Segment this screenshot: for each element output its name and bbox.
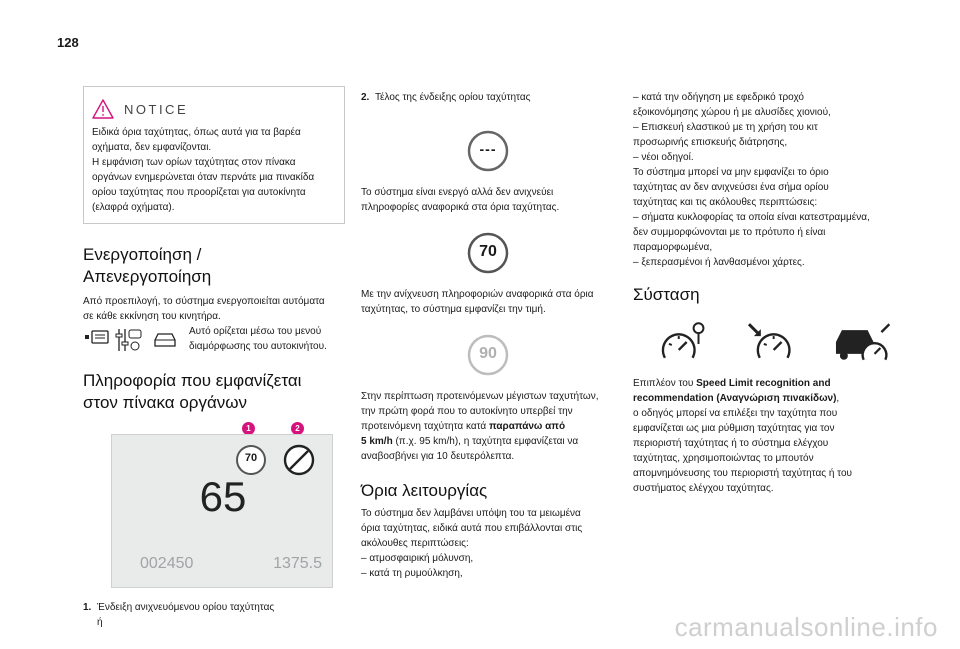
current-speed: 65 (199, 473, 247, 520)
notice-line: ορίου ταχύτητας που προορίζεται για αυτοκίνητα (92, 187, 306, 198)
recommendation-icons (659, 320, 893, 364)
recommend-line: recommendation (Αναγνώριση πινακίδων), (633, 393, 840, 404)
section-title-recommendation: Σύσταση (633, 285, 700, 304)
sign-inactive (466, 129, 510, 173)
warning-triangle-icon (92, 99, 114, 119)
speedometer-arrow-icon (746, 320, 797, 364)
section-title-display: στον πίνακα οργάνων (83, 393, 248, 412)
limits-continued-line: ταχύτητας και τις ακόλουθες περιπτώσεις: (633, 197, 818, 208)
limits-continued-line: παραμορφωμένα, (633, 242, 713, 253)
para-proposed: Στην περίπτωση προτεινόμενων μέγιστων ταχυτήτων, (361, 391, 599, 402)
sign-detected (466, 231, 510, 275)
para-proposed: 5 km/h (π.χ. 95 km/h), η ταχύτητα εμφανίζεται να (361, 436, 579, 447)
limits-continued-line: προσωρινής επισκευής διάτρησης, (633, 137, 788, 148)
limits-line: ακόλουθες περιπτώσεις: (361, 538, 469, 549)
trip-meter: 1375.5 (273, 555, 322, 572)
sign-proposed (466, 333, 510, 377)
para-proposed: αναβοσβήνει για 10 δευτερόλεπτα. (361, 451, 515, 462)
limits-continued-line: – ξεπερασμένοι ή λανθασμένοι χάρτες. (633, 257, 805, 268)
list-item-1: 1. Ένδειξη ανιχνευόμενου ορίου ταχύτητας ή (83, 602, 275, 628)
recommend-line: ο οδηγός μπορεί να επιλέξει την ταχύτητα που (633, 408, 838, 419)
column-middle (361, 90, 615, 581)
para-inactive: πληροφορίες αναφορικά στα όρια ταχύτητας. (361, 202, 560, 213)
callout-1: 1 (242, 422, 255, 435)
limits-continued-line: – Επισκευή ελαστικού με τη χρήση του κιτ (633, 122, 818, 133)
callout-2: 2 (291, 422, 304, 435)
section-title-activation: Απενεργοποίηση (83, 267, 212, 286)
para-proposed: προτεινόμενη ταχύτητα κατά παραπάνω από (361, 421, 566, 432)
watermark: carmanualsonline.info (674, 612, 938, 642)
notice-box (83, 86, 345, 224)
activation-line: Από προεπιλογή, το σύστημα ενεργοποιείται αυτόματα (83, 296, 325, 307)
speedometer-pin-icon (659, 320, 710, 364)
activation-icon-text: διαμόρφωσης του αυτοκινήτου. (189, 341, 327, 352)
limits-line: – κατά τη ρυμούλκηση, (361, 568, 463, 579)
sign-detected-value: 70 (479, 243, 497, 260)
notice-line: οχήματα, δεν εμφανίζονται. (92, 142, 212, 153)
limits-continued-line: – νέοι οδηγοί. (633, 152, 694, 163)
limits-continued-line: ταχύτητας αν δεν ανιχνεύσει ένα σήμα ορίου (633, 182, 829, 193)
activation-icon-text: Αυτό ορίζεται μέσω του μενού (189, 326, 322, 337)
limits-continued-line: Το σύστημα μπορεί να μην εμφανίζει το όριο (633, 167, 829, 178)
notice-line: οργάνων ενημερώνεται όταν περνάτε μια πινακίδα (92, 172, 315, 183)
para-proposed: την πρώτη φορά που το αυτοκίνητο υπερβεί την (361, 406, 573, 417)
sign-proposed-value: 90 (479, 345, 497, 362)
section-title-activation: Ενεργοποίηση / (83, 245, 202, 264)
section-title-display: Πληροφορία που εμφανίζεται (83, 371, 302, 390)
notice-line: Ειδικά όρια ταχύτητας, όπως αυτά για τα βαρέα (92, 127, 301, 138)
limits-continued-line: – κατά την οδήγηση με εφεδρικό τροχό (633, 92, 804, 103)
page-number: 128 (57, 35, 79, 50)
recommend-line: εμφανίζεται ως μια ρύθμιση ταχύτητας για τον (633, 423, 835, 434)
car-speedometer-icon (834, 320, 893, 364)
para-detected: Με την ανίχνευση πληροφοριών αναφορικά στα όρια (361, 289, 594, 300)
activation-line: σε κάθε εκκίνηση του κινητήρα. (83, 311, 221, 322)
notice-line: (ελαφρά οχήματα). (92, 202, 175, 213)
limits-continued-line: δεν συμμορφώνονται με το πρότυπο ή είναι (633, 227, 826, 238)
limits-line: Το σύστημα δεν λαμβάνει υπόψη του τα μειωμένα (361, 508, 581, 519)
limits-continued-line: εξοικονόμησης χώρου ή με αλυσίδες χιονιού, (633, 107, 831, 118)
para-inactive: Το σύστημα είναι ενεργό αλλά δεν ανιχνεύει (361, 187, 554, 198)
para-detected: ταχύτητας, το σύστημα εμφανίζει την τιμή. (361, 304, 546, 315)
recommend-line: συστήματος ελέγχου ταχύτητας. (633, 483, 774, 494)
notice-line: Η εμφάνιση των ορίων ταχύτητας στον πίνακα (92, 157, 296, 168)
cluster-screen (111, 434, 333, 588)
recommend-line: απομνημόνευσης του περιοριστή ταχύτητας ή του (633, 468, 853, 479)
limits-continued-line: – σήματα κυκλοφορίας τα οποία είναι κατεστραμμένα, (633, 212, 870, 223)
recommend-line: ταχύτητας, χρησιμοποιώντας το μπουτόν (633, 453, 814, 464)
column-right (633, 90, 893, 496)
sign-inactive-text: --- (479, 141, 497, 157)
list-item-2: 2. Τέλος της ένδειξης ορίου ταχύτητας (361, 92, 531, 103)
limits-line: – ατμοσφαιρική μόλυνση, (361, 553, 474, 564)
limits-line: όρια ταχύτητας, ειδικά αυτά που επιβάλλονται στις (361, 523, 583, 534)
notice-title: NOTICE (124, 101, 189, 117)
instrument-cluster-illustration (111, 420, 333, 588)
recommend-line: περιοριστή ταχύτητας ή το σύστημα ελέγχου (633, 438, 829, 449)
menu-settings-icons (83, 326, 183, 356)
column-left (83, 80, 345, 630)
section-title-limits: Όρια λειτουργίας (361, 481, 488, 500)
odometer: 002450 (140, 555, 194, 572)
recommend-line: Επιπλέον του Speed Limit recognition and (633, 378, 831, 389)
end-of-limit-sign-icon (282, 443, 316, 477)
cluster-limit-value: 70 (244, 452, 258, 464)
